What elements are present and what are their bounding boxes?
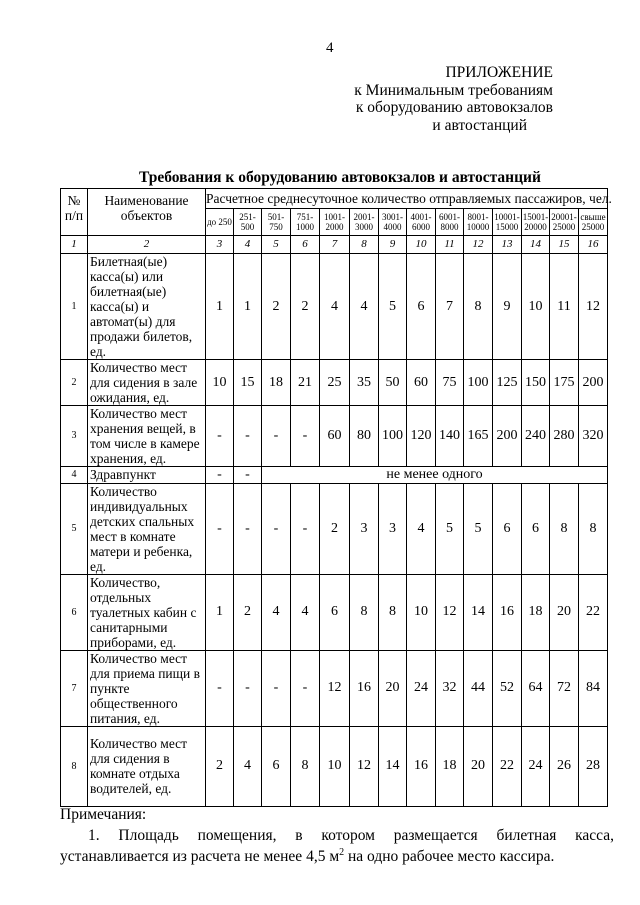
range-header: 4001- 6000 [407, 209, 436, 236]
table-row [61, 360, 608, 406]
row-number: 8 [61, 726, 88, 806]
range-header: 3001- 4000 [379, 209, 407, 236]
value-cell: 2 [206, 726, 234, 806]
note-item-1 [60, 825, 614, 867]
range-header: 6001- 8000 [436, 209, 464, 236]
value-cell: 280 [550, 406, 579, 467]
row-name: Количество, отдельных туалетных кабин с санитарными приборами, ед. [88, 574, 206, 650]
value-cell: 6 [493, 483, 522, 574]
note-text-tail: на одно рабочее место кассира. [344, 848, 555, 865]
value-cell: 320 [579, 406, 608, 467]
value-cell: 44 [464, 650, 493, 726]
value-cell: 8 [464, 254, 493, 360]
value-cell: 8 [291, 726, 320, 806]
value-cell: 14 [464, 574, 493, 650]
value-cell: 4 [234, 726, 262, 806]
note-superscript: 2 [339, 846, 345, 858]
value-cell: 35 [350, 360, 379, 406]
value-cell: 18 [262, 360, 291, 406]
value-cell: 12 [350, 726, 379, 806]
value-cell: 16 [350, 650, 379, 726]
value-cell: 4 [262, 574, 291, 650]
value-cell: 100 [379, 406, 407, 467]
value-cell: - [234, 483, 262, 574]
header-name: Наименование объектов [88, 189, 206, 236]
value-cell: 6 [522, 483, 550, 574]
value-cell: 10 [522, 254, 550, 360]
value-cell: 6 [320, 574, 350, 650]
value-cell: 28 [579, 726, 608, 806]
note-text: 1. Площадь помещения, в котором размещается билетная касса, устанавливается из расчета не менее 4,5 м [60, 827, 614, 865]
row-name: Количество индивидуальных детских спальных мест в комнате матери и ребенка, ед. [88, 483, 206, 574]
value-cell: 10 [407, 574, 436, 650]
column-number: 16 [579, 236, 608, 254]
value-cell: 24 [407, 650, 436, 726]
range-header: до 250 [206, 209, 234, 236]
value-cell: - [206, 650, 234, 726]
value-cell: 175 [550, 360, 579, 406]
value-cell: 2 [234, 574, 262, 650]
value-cell: 4 [320, 254, 350, 360]
value-cell: 200 [579, 360, 608, 406]
value-cell: 8 [550, 483, 579, 574]
header-calc: Расчетное среднесуточное количество отправляемых пассажиров, чел. [206, 189, 608, 209]
value-cell: 16 [493, 574, 522, 650]
value-cell: 125 [493, 360, 522, 406]
value-cell: 75 [436, 360, 464, 406]
value-cell: - [262, 406, 291, 467]
column-number: 3 [206, 236, 234, 254]
column-number: 15 [550, 236, 579, 254]
column-number: 6 [291, 236, 320, 254]
header-no: № п/п [61, 189, 88, 236]
value-cell: 60 [320, 406, 350, 467]
value-cell: 72 [550, 650, 579, 726]
row-number: 2 [61, 360, 88, 406]
row-name: Количество мест для сидения в зале ожидания, ед. [88, 360, 206, 406]
range-header: 751- 1000 [291, 209, 320, 236]
value-cell: 18 [522, 574, 550, 650]
value-cell: 140 [436, 406, 464, 467]
column-number: 2 [88, 236, 206, 254]
column-number: 8 [350, 236, 379, 254]
value-cell: 20 [550, 574, 579, 650]
value-cell: 10 [320, 726, 350, 806]
value-cell: 16 [407, 726, 436, 806]
row-name: Количество мест для приема пищи в пункте общественного питания, ед. [88, 650, 206, 726]
column-number: 5 [262, 236, 291, 254]
value-cell: 8 [350, 574, 379, 650]
value-cell: 120 [407, 406, 436, 467]
value-cell: 24 [522, 726, 550, 806]
column-number: 12 [464, 236, 493, 254]
appendix-line: к Минимальным требованиям [354, 81, 553, 99]
row-number: 7 [61, 650, 88, 726]
appendix-line: и автостанций [432, 116, 527, 134]
value-cell: 2 [291, 254, 320, 360]
table-row [61, 574, 608, 650]
value-cell: 1 [206, 574, 234, 650]
value-cell: 84 [579, 650, 608, 726]
value-cell: 12 [320, 650, 350, 726]
table-row [61, 650, 608, 726]
row-number: 3 [61, 406, 88, 467]
value-cell: 100 [464, 360, 493, 406]
value-cell: 7 [436, 254, 464, 360]
value-cell: 2 [320, 483, 350, 574]
column-number: 11 [436, 236, 464, 254]
row-number: 5 [61, 483, 88, 574]
value-cell: 20 [464, 726, 493, 806]
column-number: 10 [407, 236, 436, 254]
table-row [61, 254, 608, 360]
table-title: Требования к оборудованию автовокзалов и автостанций [139, 169, 541, 186]
value-cell: - [234, 650, 262, 726]
value-cell: 5 [464, 483, 493, 574]
appendix-title: ПРИЛОЖЕНИЕ [445, 64, 553, 81]
value-cell: 12 [436, 574, 464, 650]
range-header: 15001- 20000 [522, 209, 550, 236]
value-cell: - [291, 406, 320, 467]
value-cell: 5 [379, 254, 407, 360]
range-header: свыше 25000 [579, 209, 608, 236]
value-cell: 10 [206, 360, 234, 406]
range-header: 2001- 3000 [350, 209, 379, 236]
row-name: Билетная(ые) касса(ы) или билетная(ые) касса(ы) и автомат(ы) для продажи билетов, ед. [88, 254, 206, 360]
row-number: 4 [61, 467, 88, 484]
value-cell: 6 [262, 726, 291, 806]
row-name: Здравпункт [88, 467, 206, 484]
range-header: 251- 500 [234, 209, 262, 236]
value-cell: 52 [493, 650, 522, 726]
value-cell: - [291, 650, 320, 726]
value-cell: 14 [379, 726, 407, 806]
value-cell: 8 [579, 483, 608, 574]
value-cell: - [206, 467, 234, 484]
value-cell: 9 [493, 254, 522, 360]
value-cell: 5 [436, 483, 464, 574]
column-number: 14 [522, 236, 550, 254]
span-value-cell: не менее одного [262, 467, 608, 484]
appendix-line: к оборудованию автовокзалов [355, 99, 553, 116]
column-number: 7 [320, 236, 350, 254]
value-cell: 22 [579, 574, 608, 650]
value-cell: - [234, 406, 262, 467]
page-number: 4 [326, 40, 334, 56]
row-number: 1 [61, 254, 88, 360]
value-cell: - [291, 483, 320, 574]
requirements-table [60, 188, 612, 807]
value-cell: 60 [407, 360, 436, 406]
value-cell: 165 [464, 406, 493, 467]
value-cell: - [262, 483, 291, 574]
value-cell: 1 [234, 254, 262, 360]
range-header: 10001- 15000 [493, 209, 522, 236]
value-cell: 50 [379, 360, 407, 406]
value-cell: 3 [379, 483, 407, 574]
value-cell: 150 [522, 360, 550, 406]
table-row [61, 406, 608, 467]
table-row [61, 467, 608, 484]
range-header: 501- 750 [262, 209, 291, 236]
value-cell: 80 [350, 406, 379, 467]
value-cell: 18 [436, 726, 464, 806]
notes [60, 804, 614, 867]
value-cell: - [206, 406, 234, 467]
value-cell: - [234, 467, 262, 484]
range-header: 8001- 10000 [464, 209, 493, 236]
value-cell: 6 [407, 254, 436, 360]
value-cell: 22 [493, 726, 522, 806]
value-cell: - [206, 483, 234, 574]
table-row [61, 483, 608, 574]
value-cell: 4 [407, 483, 436, 574]
column-number: 9 [379, 236, 407, 254]
value-cell: 4 [350, 254, 379, 360]
value-cell: 32 [436, 650, 464, 726]
row-number: 6 [61, 574, 88, 650]
notes-heading: Примечания: [60, 806, 147, 823]
value-cell: 1 [206, 254, 234, 360]
value-cell: 15 [234, 360, 262, 406]
range-header: 20001- 25000 [550, 209, 579, 236]
column-number: 1 [61, 236, 88, 254]
value-cell: 12 [579, 254, 608, 360]
range-header: 1001- 2000 [320, 209, 350, 236]
value-cell: 21 [291, 360, 320, 406]
value-cell: 4 [291, 574, 320, 650]
row-name: Количество мест хранения вещей, в том числе в камере хранения, ед. [88, 406, 206, 467]
value-cell: 240 [522, 406, 550, 467]
table-row [61, 726, 608, 806]
value-cell: 25 [320, 360, 350, 406]
appendix-block [354, 64, 553, 134]
value-cell: 8 [379, 574, 407, 650]
value-cell: 3 [350, 483, 379, 574]
value-cell: 64 [522, 650, 550, 726]
row-name: Количество мест для сидения в комнате отдыха водителей, ед. [88, 726, 206, 806]
value-cell: 26 [550, 726, 579, 806]
value-cell: 11 [550, 254, 579, 360]
value-cell: - [262, 650, 291, 726]
column-number: 13 [493, 236, 522, 254]
value-cell: 200 [493, 406, 522, 467]
value-cell: 20 [379, 650, 407, 726]
column-number: 4 [234, 236, 262, 254]
value-cell: 2 [262, 254, 291, 360]
